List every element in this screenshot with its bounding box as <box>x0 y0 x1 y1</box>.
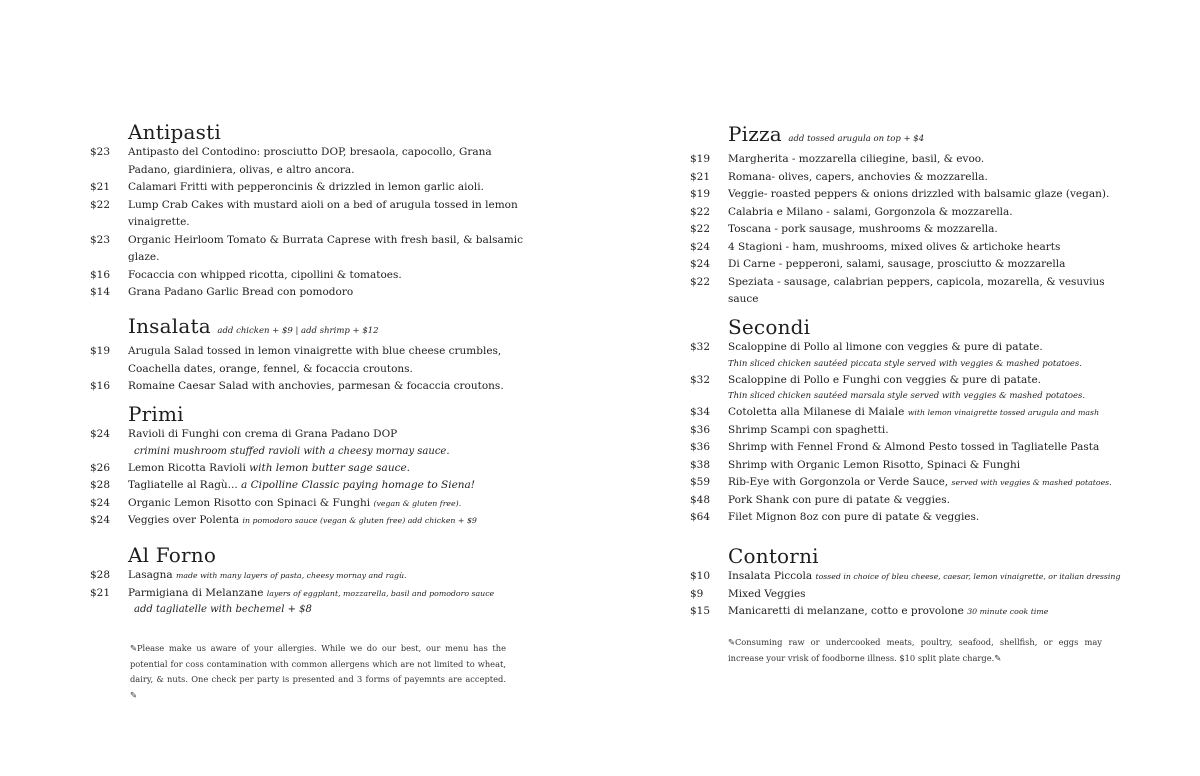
item-name: Scaloppine di Pollo al limone con veggies & pure di patate. <box>728 341 1043 353</box>
item-name: Ravioli di Funghi con crema di Grana Padano DOP <box>128 428 398 440</box>
section-title: Primi <box>128 402 184 426</box>
item-price: $36 <box>690 441 711 453</box>
item-price: $24 <box>690 258 711 270</box>
menu-item <box>90 197 530 232</box>
item-name: Speziata - sausage, calabrian peppers, capicola, mozarella, & vesuvius sauce <box>728 275 1105 305</box>
item-description <box>728 339 1130 357</box>
item-name: Shrimp with Fennel Frond & Almond Pesto tossed in Tagliatelle Pasta <box>728 441 1100 453</box>
menu-item <box>690 339 1130 372</box>
item-name: Lump Crab Cakes with mustard aioli on a bed of arugula tossed in lemon vinaigrette. <box>128 198 518 228</box>
item-small-note: with lemon vinaigrette tossed arugula and mash <box>907 408 1100 417</box>
item-price: $32 <box>690 341 711 353</box>
item-description <box>728 274 1130 309</box>
item-small-note: served with veggies & mashed potatoes. <box>951 478 1112 487</box>
item-name: Margherita - mozzarella ciliegine, basil, & evoo. <box>728 153 985 165</box>
item-small-note: (vegan & gluten free). <box>373 498 462 508</box>
secondi-items <box>690 339 1130 527</box>
item-description <box>728 439 1130 457</box>
item-description <box>728 169 1130 187</box>
section-title: Antipasti <box>128 120 221 144</box>
item-small-note: 30 minute cook time <box>967 607 1049 616</box>
item-name: Pork Shank con pure di patate & veggies. <box>728 493 950 506</box>
section-note: add chicken + $9 | add shrimp + $12 <box>217 326 379 336</box>
item-subnote: crimini mushroom stuffed ravioli with a cheesy mornay sauce. <box>134 445 450 457</box>
contorni-items <box>690 568 1130 621</box>
item-description <box>728 221 1130 239</box>
section-pizza <box>690 122 1130 309</box>
menu-item <box>690 221 1130 239</box>
item-name: Focaccia con whipped ricotta, cipollini & tomatoes. <box>128 268 402 281</box>
item-subnote: Thin sliced chicken sautéed piccata style served with veggies & mashed potatoes. <box>728 358 1082 369</box>
item-name: Lasagna <box>128 569 176 581</box>
item-name: Antipasto del Contodino: prosciutto DOP, bresaola, capocollo, Grana Padano, giardiniera, olivas, e altro ancora. <box>128 146 492 176</box>
section-title: Insalata add chicken + $9 | add shrimp + $12 <box>128 314 379 338</box>
item-price: $26 <box>90 461 111 474</box>
section-secondi <box>690 315 1130 527</box>
item-price: $22 <box>690 223 711 235</box>
section-primi <box>90 402 530 530</box>
item-description <box>128 284 530 302</box>
item-price: $59 <box>690 476 711 488</box>
menu-item <box>690 457 1130 475</box>
antipasti-items <box>90 144 530 302</box>
menu-item <box>690 603 1130 621</box>
item-description <box>128 179 530 197</box>
item-description <box>728 404 1130 422</box>
menu-item <box>690 256 1130 274</box>
menu-item <box>90 477 530 495</box>
item-price: $16 <box>90 380 111 392</box>
item-price: $10 <box>690 570 711 582</box>
primi-items <box>90 426 530 530</box>
raw-food-footnote: ✎Consuming raw or undercooked meats, poultry, seafood, shellfish, or eggs may increase your vrisk of foodborne illness. $10 split plate charge.✎ <box>728 637 1102 663</box>
section-title: Secondi <box>728 315 811 339</box>
item-price: $34 <box>690 406 711 418</box>
item-small-note: made with many layers of pasta, cheesy mornay and ragù. <box>175 571 407 580</box>
menu-item <box>690 274 1130 309</box>
item-description <box>728 603 1130 621</box>
item-description <box>728 568 1130 586</box>
item-name: Veggies over Polenta <box>128 514 243 526</box>
item-price: $28 <box>90 479 111 491</box>
menu-item <box>690 372 1130 405</box>
menu-item <box>690 404 1130 422</box>
item-price: $21 <box>90 586 111 599</box>
item-price: $9 <box>690 587 704 600</box>
menu-item <box>90 378 530 396</box>
item-price: $32 <box>690 373 711 386</box>
menu-item <box>90 267 530 285</box>
menu-item <box>690 151 1130 169</box>
item-name: Organic Heirloom Tomato & Burrata Caprese with fresh basil, & balsamic glaze. <box>128 233 523 263</box>
item-description <box>728 151 1130 169</box>
menu-item <box>90 495 530 513</box>
item-name: Calabria e Milano - salami, Gorgonzola & mozzarella. <box>728 205 1013 218</box>
menu-item <box>90 343 530 378</box>
item-price: $48 <box>690 493 711 506</box>
item-small-note: tossed in choice of bleu cheese, caesar, lemon vinaigrette, or italian dressing <box>815 572 1121 581</box>
item-name: Tagliatelle al Ragù... <box>128 479 242 491</box>
section-al-forno <box>90 543 530 618</box>
section-contorni <box>690 544 1130 621</box>
section-insalata <box>90 314 530 396</box>
item-name: Parmigiana di Melanzane <box>128 586 267 599</box>
item-description <box>128 232 530 267</box>
item-name: Shrimp with Organic Lemon Risotto, Spinaci & Funghi <box>728 458 1021 471</box>
menu-item <box>690 186 1130 204</box>
item-name: Di Carne - pepperoni, salami, sausage, prosciutto & mozzarella <box>728 258 1066 270</box>
item-price: $22 <box>690 275 711 288</box>
menu-item <box>90 512 530 530</box>
menu-item <box>90 567 530 585</box>
menu-item <box>90 144 530 179</box>
menu-item <box>690 439 1130 457</box>
item-description <box>128 585 530 603</box>
section-title: Contorni <box>728 544 819 568</box>
item-price: $24 <box>90 428 111 440</box>
item-description <box>128 144 530 179</box>
menu-item <box>90 585 530 619</box>
item-description <box>128 378 530 396</box>
item-description <box>728 256 1130 274</box>
item-italic-note: with lemon butter sage sauce. <box>249 461 411 474</box>
item-price: $19 <box>90 345 111 357</box>
item-subnote: add tagliatelle with bechemel + $8 <box>134 604 312 615</box>
item-price: $15 <box>690 605 711 617</box>
item-description <box>128 343 530 378</box>
item-description <box>128 197 530 232</box>
section-antipasti <box>90 120 530 302</box>
item-price: $19 <box>690 153 711 165</box>
item-name: Scaloppine di Pollo e Funghi con veggies & pure di patate. <box>728 373 1042 386</box>
menu-item <box>690 568 1130 586</box>
menu-item <box>90 426 530 460</box>
section-title: Pizza add tossed arugula on top + $4 <box>728 122 925 146</box>
item-small-note: layers of eggplant, mozzarella, basil and pomodoro sauce <box>266 588 495 598</box>
item-description <box>128 477 530 495</box>
menu-item <box>90 284 530 302</box>
item-name: Rib-Eye with Gorgonzola or Verde Sauce, <box>728 476 952 488</box>
item-description <box>128 460 530 478</box>
item-description <box>128 267 530 285</box>
item-description <box>728 422 1130 440</box>
item-price: $24 <box>90 496 111 509</box>
item-description <box>728 457 1130 475</box>
menu-item <box>690 509 1130 527</box>
item-name: Organic Lemon Risotto con Spinaci & Funghi <box>128 496 374 509</box>
item-name: Romana- olives, capers, anchovies & mozzarella. <box>728 170 988 183</box>
item-name: Romaine Caesar Salad with anchovies, parmesan & focaccia croutons. <box>128 380 504 392</box>
item-price: $38 <box>690 458 711 471</box>
menu-item <box>690 422 1130 440</box>
menu-item <box>90 179 530 197</box>
menu-item <box>690 474 1130 492</box>
section-title: Al Forno <box>128 543 217 567</box>
item-small-note: in pomodoro sauce (vegan & gluten free) add chicken + $9 <box>242 516 477 525</box>
item-price: $23 <box>90 233 111 246</box>
item-description <box>728 239 1130 257</box>
item-name: Veggie- roasted peppers & onions drizzled with balsamic glaze (vegan). <box>728 188 1110 200</box>
item-description <box>128 512 530 530</box>
allergy-footnote: ✎Please make us aware of your allergies. While we do our best, our menu has the potential for coss contamination with common allergens which are not limited to wheat, dairy, & nuts. One check per party is presented and 3 forms of payemnts are accepted. ✎ <box>130 643 506 700</box>
item-description <box>728 492 1130 510</box>
menu-item <box>690 169 1130 187</box>
menu-item <box>690 586 1130 604</box>
pizza-items <box>690 151 1130 309</box>
item-price: $23 <box>90 146 111 158</box>
item-price: $36 <box>690 423 711 436</box>
item-price: $21 <box>690 170 711 183</box>
item-price: $22 <box>690 205 711 218</box>
item-name: Lemon Ricotta Ravioli <box>128 461 250 474</box>
item-description <box>128 426 530 444</box>
item-description <box>728 204 1130 222</box>
item-description <box>128 495 530 513</box>
item-price: $14 <box>90 286 111 298</box>
section-note: add tossed arugula on top + $4 <box>788 134 925 144</box>
item-price: $21 <box>90 181 111 193</box>
item-name: Mixed Veggies <box>728 587 806 600</box>
item-name: Toscana - pork sausage, mushrooms & mozzarella. <box>728 223 998 235</box>
item-name: Cotoletta alla Milanese di Maiale <box>728 406 908 418</box>
item-name: Manicaretti di melanzane, cotto e provolone <box>728 605 968 617</box>
item-price: $16 <box>90 268 111 281</box>
item-name: Arugula Salad tossed in lemon vinaigrette with blue cheese crumbles, Coachella dates, orange, fennel, & focaccia croutons. <box>128 345 502 375</box>
menu-item <box>90 460 530 478</box>
item-price: $24 <box>690 240 711 253</box>
al-forno-items <box>90 567 530 618</box>
insalata-items <box>90 343 530 396</box>
item-price: $28 <box>90 569 111 581</box>
menu-item <box>690 492 1130 510</box>
menu-item <box>90 232 530 267</box>
menu-item <box>690 204 1130 222</box>
item-price: $19 <box>690 188 711 200</box>
item-price: $24 <box>90 514 111 526</box>
item-description <box>728 186 1130 204</box>
item-name: 4 Stagioni - ham, mushrooms, mixed olives & artichoke hearts <box>728 240 1061 253</box>
item-name: Grana Padano Garlic Bread con pomodoro <box>128 286 354 298</box>
item-name: Shrimp Scampi con spaghetti. <box>728 423 889 436</box>
item-description <box>728 586 1130 604</box>
item-name: Insalata Piccola <box>728 570 816 582</box>
item-name: Calamari Fritti with pepperoncinis & drizzled in lemon garlic aioli. <box>128 181 484 193</box>
item-price: $64 <box>690 511 711 523</box>
item-description <box>728 474 1130 492</box>
menu-item <box>690 239 1130 257</box>
item-description <box>728 509 1130 527</box>
item-name: Filet Mignon 8oz con pure di patate & veggies. <box>728 511 980 523</box>
item-subnote: Thin sliced chicken sautéed marsala style served with veggies & mashed potatoes. <box>728 391 1086 401</box>
item-description <box>128 567 530 585</box>
item-price: $22 <box>90 198 111 211</box>
item-description <box>728 372 1130 390</box>
item-italic-note: a Cipolline Classic paying homage to Siena! <box>241 479 476 491</box>
